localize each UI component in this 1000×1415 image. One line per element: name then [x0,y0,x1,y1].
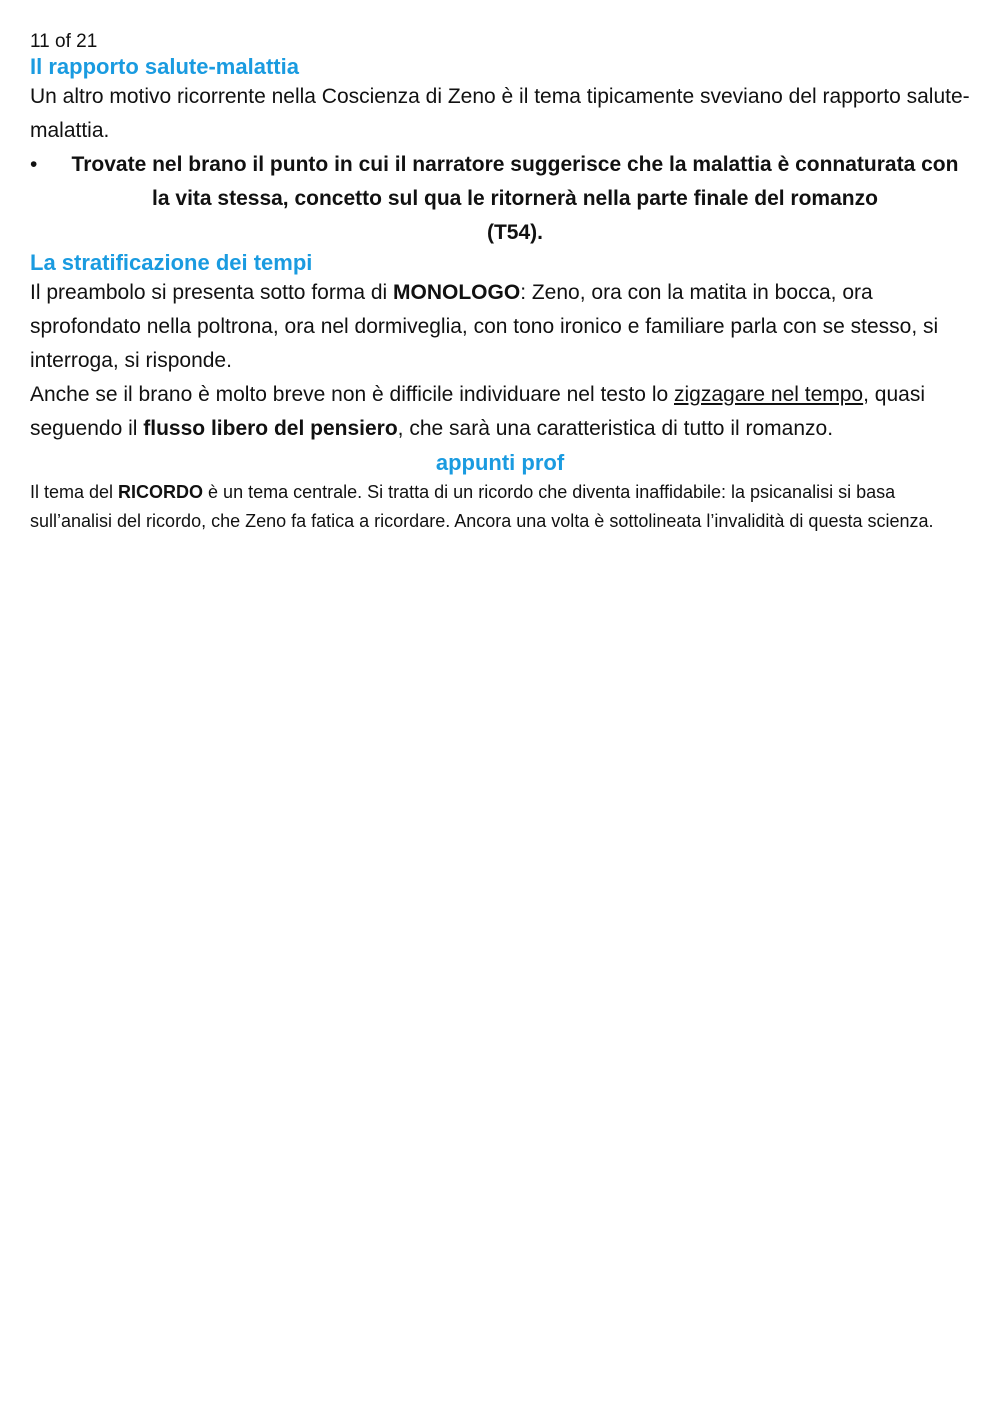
notes-text-after: è un tema centrale. Si tratta di un ricordo che diventa inaffidabile: la psicanalisi si basa sull’analisi del ricordo, che Zeno fa fatica a ricordare. Ancora una volta è sottolineata l’invalidità di questa scienza. [30,482,934,531]
zigzagare-underlined: zigzagare nel tempo [674,383,864,406]
zigzagare-text-before: Anche se il brano è molto breve non è difficile individuare nel testo lo [30,383,674,406]
zigzagare-text-middle: , quasi seguendo il [30,383,925,440]
paragraph-zigzagare [30,378,970,446]
monologo-bold: MONOLOGO [393,281,521,304]
monologo-text-before: Il preambolo si presenta sotto forma di [30,281,394,304]
paragraph-salute-malattia: Un altro motivo ricorrente nella Coscienza di Zeno è il tema tipicamente sveviano del rapporto salute-malattia. [30,85,970,142]
document-page [30,30,970,536]
section-heading-stratificazione: La stratificazione dei tempi [30,250,313,275]
notes-text-before: Il tema del [30,482,119,502]
zigzagare-text-after: , che sarà una caratteristica di tutto il romanzo. [397,417,834,440]
notes-bold: RICORDO [118,482,204,502]
notes-paragraph [30,478,970,536]
section-heading-salute-malattia: Il rapporto salute-malattia [30,54,299,79]
exercise-text: Trovate nel brano il punto in cui il narratore suggerisce che la malattia è connaturata con la vita stessa, concetto sul qua le ritornerà nella parte finale del romanzo [71,153,959,210]
flusso-bold: flusso libero del pensiero [143,417,398,440]
exercise-bullet [30,148,970,250]
notes-heading: appunti prof [435,450,565,475]
paragraph-monologo [30,276,970,378]
monologo-text-after: : Zeno, ora con la matita in bocca, ora sprofondato nella poltrona, ora nel dormiveglia, con tono ironico e familiare parla con se stesso, si interroga, si risponde. [30,281,939,372]
bullet-marker: • [30,153,38,176]
page-counter: 11 of 21 [30,31,98,52]
exercise-reference: (T54). [486,221,543,244]
